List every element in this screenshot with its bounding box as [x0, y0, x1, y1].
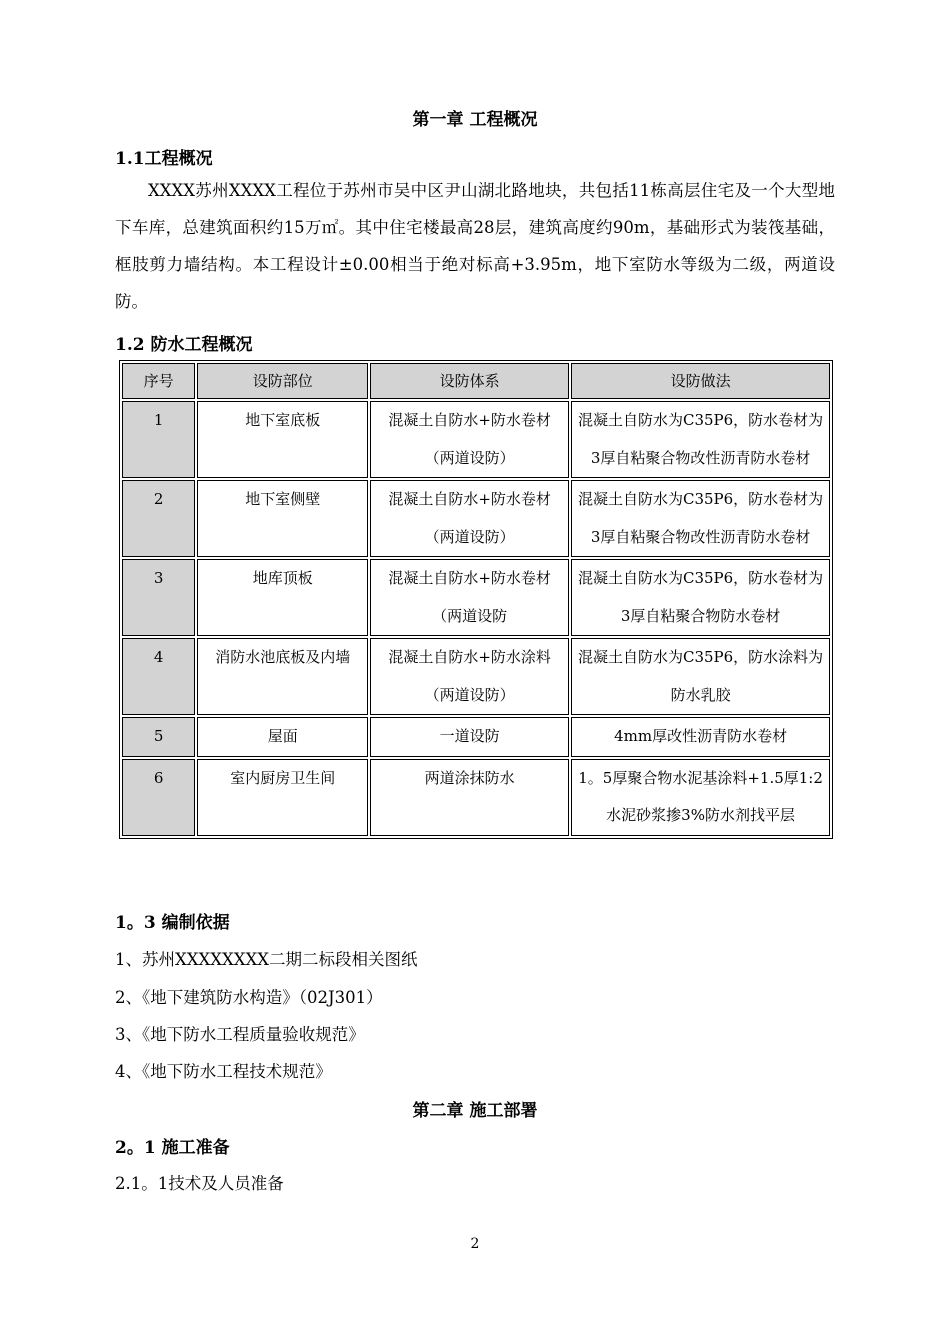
- header-cell-system: 设防体系: [370, 363, 569, 399]
- row-location: 地库顶板: [197, 559, 368, 636]
- row-number: 6: [122, 759, 195, 836]
- table-row: [122, 638, 830, 715]
- row-number: 4: [122, 638, 195, 715]
- page-number: 2: [470, 1236, 480, 1252]
- row-system: 一道设防: [370, 717, 569, 757]
- section-1-2-heading: 1.2 防水工程概况: [115, 335, 253, 355]
- chapter-2-title: 第二章 施工部署: [412, 1101, 538, 1121]
- row-location: 地下室侧壁: [197, 480, 368, 557]
- row-number: 3: [122, 559, 195, 636]
- table-row: [122, 717, 830, 757]
- table-row: [122, 759, 830, 836]
- row-method: 混凝土自防水为C35P6，防水卷材为3厚自粘聚合物改性沥青防水卷材: [571, 480, 830, 557]
- row-number: 1: [122, 401, 195, 478]
- header-cell-location: 设防部位: [197, 363, 368, 399]
- table-row: [122, 401, 830, 478]
- header-cell-no: 序号: [122, 363, 195, 399]
- row-system: 混凝土自防水+防水卷材（两道设防）: [370, 480, 569, 557]
- row-number: 5: [122, 717, 195, 757]
- table-row: [122, 480, 830, 557]
- row-method: 4mm厚改性沥青防水卷材: [571, 717, 830, 757]
- header-cell-method: 设防做法: [571, 363, 830, 399]
- row-system: 混凝土自防水+防水卷材（两道设防: [370, 559, 569, 636]
- reference-item: 3、《地下防水工程质量验收规范》: [115, 1025, 365, 1044]
- reference-item: 2、《地下建筑防水构造》（02J301）: [115, 988, 383, 1007]
- section-2-1-heading: 2。1 施工准备: [115, 1138, 230, 1158]
- section-1-3-heading: 1。3 编制依据: [115, 913, 230, 933]
- row-number: 2: [122, 480, 195, 557]
- row-method: 混凝土自防水为C35P6，防水卷材为3厚自粘聚合物防水卷材: [571, 559, 830, 636]
- reference-item: 4、《地下防水工程技术规范》: [115, 1062, 332, 1081]
- section-1-1-paragraph: XXXX苏州XXXX工程位于苏州市吴中区尹山湖北路地块，共包括11栋高层住宅及一个大型地下车库，总建筑面积约15万㎡。其中住宅楼最高28层，建筑高度约90m，基础形式为装筏基础，框肢剪力墙结构。本工程设计±0.00相当于绝对标高+3.95m，地下室防水等级为二级，两道设防。: [115, 181, 835, 311]
- row-method: 1。5厚聚合物水泥基涂料+1.5厚1:2水泥砂浆掺3%防水剂找平层: [571, 759, 830, 836]
- table-row: [122, 559, 830, 636]
- row-location: 室内厨房卫生间: [197, 759, 368, 836]
- row-location: 消防水池底板及内墙: [197, 638, 368, 715]
- row-system: 混凝土自防水+防水涂料（两道设防）: [370, 638, 569, 715]
- row-system: 两道涂抹防水: [370, 759, 569, 836]
- table-header-row: [122, 363, 830, 399]
- subsection-2-1-1: 2.1。1技术及人员准备: [115, 1174, 284, 1193]
- row-location: 地下室底板: [197, 401, 368, 478]
- reference-item: 1、苏州XXXXXXXX二期二标段相关图纸: [115, 950, 418, 969]
- waterproofing-table: [119, 360, 833, 839]
- row-location: 屋面: [197, 717, 368, 757]
- row-method: 混凝土自防水为C35P6，防水涂料为防水乳胶: [571, 638, 830, 715]
- row-method: 混凝土自防水为C35P6，防水卷材为3厚自粘聚合物改性沥青防水卷材: [571, 401, 830, 478]
- chapter-1-title: 第一章 工程概况: [412, 110, 538, 130]
- section-1-1-heading: 1.1工程概况: [115, 149, 213, 169]
- row-system: 混凝土自防水+防水卷材（两道设防）: [370, 401, 569, 478]
